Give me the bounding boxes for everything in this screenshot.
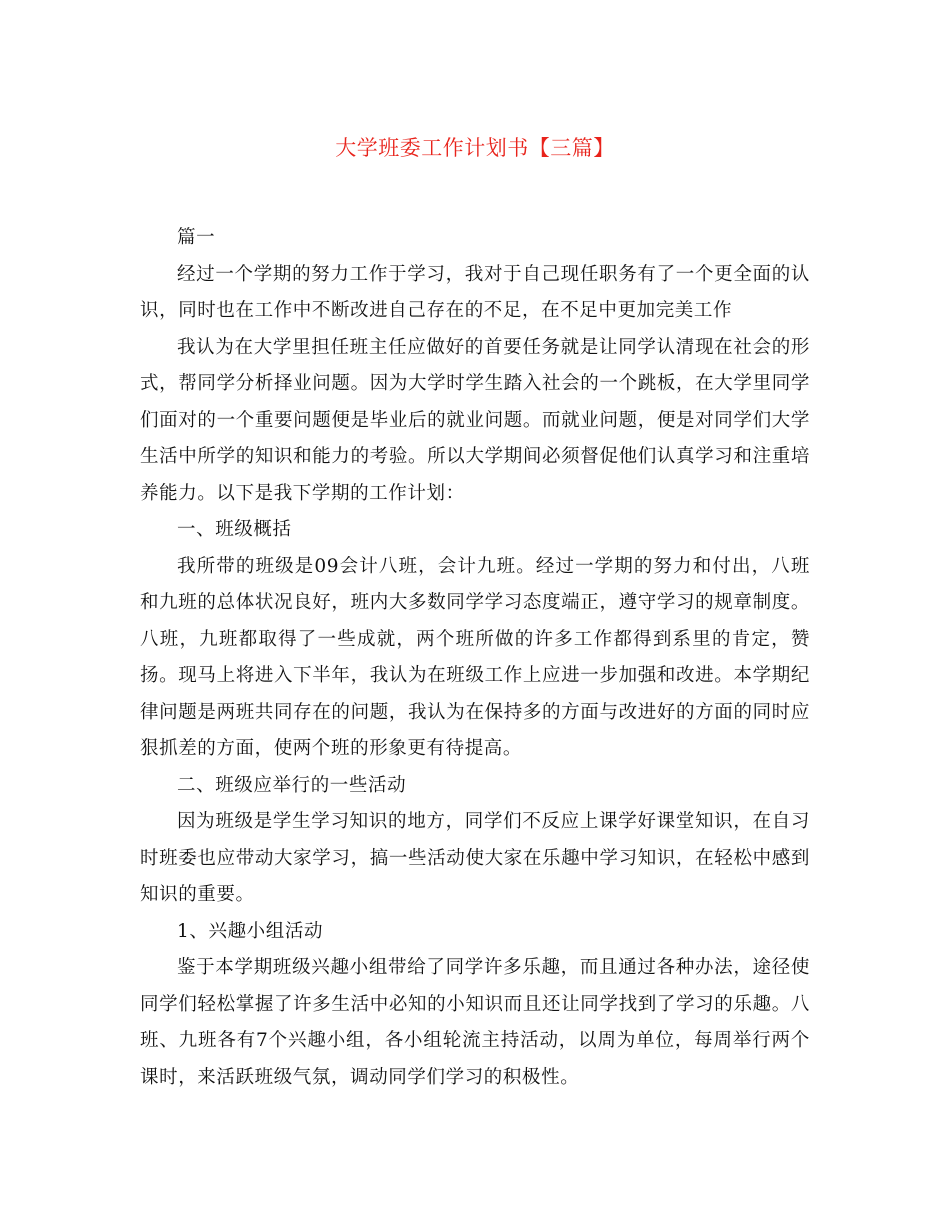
- section-heading-class-activities: 二、班级应举行的一些活动: [177, 774, 407, 796]
- body-paragraph: 我所带的班级是09会计八班，会计九班。经过一学期的努力和付出，八班和九班的总体状况良好，班内大多数同学学习态度端正，遵守学习的规章制度。八班，九班都取得了一些成就，两个班所做的许多工作都得到系里的肯定，赞扬。现马上将进入下半年，我认为在班级工作上应进一步加强和改进。本学期纪律问题是两班共同存在的问题，我认为在保持多的方面与改进好的方面的同时应狠抓差的方面，使两个班的形象更有待提高。: [140, 555, 810, 759]
- subsection-heading-interest-groups: 1、兴趣小组活动: [177, 920, 324, 942]
- body-paragraph: 经过一个学期的努力工作于学习，我对于自己现任职务有了一个更全面的认识，同时也在工作中不断改进自己存在的不足，在不足中更加完美工作: [140, 263, 810, 321]
- document-title: 大学班委工作计划书【三篇】: [335, 136, 615, 160]
- body-paragraph: 鉴于本学期班级兴趣小组带给了同学许多乐趣，而且通过各种办法，途径使同学们轻松掌握了许多生活中必知的小知识而且还让同学找到了学习的乐趣。八班、九班各有7个兴趣小组，各小组轮流主持活动，以周为单位，每周举行两个课时，来活跃班级气氛，调动同学们学习的积极性。: [140, 957, 810, 1088]
- body-paragraph: 因为班级是学生学习知识的地方，同学们不反应上课学好课堂知识，在自习时班委也应带动大家学习，搞一些活动使大家在乐趣中学习知识，在轻松中感到知识的重要。: [140, 811, 810, 905]
- document-body: [140, 220, 810, 1096]
- section-heading-part-one: 篇一: [177, 227, 216, 248]
- body-paragraph: 我认为在大学里担任班主任应做好的首要任务就是让同学认清现在社会的形式，帮同学分析择业问题。因为大学时学生踏入社会的一个跳板，在大学里同学们面对的一个重要问题便是毕业后的就业问题。而就业问题，便是对同学们大学生活中所学的知识和能力的考验。所以大学期间必须督促他们认真学习和注重培养能力。以下是我下学期的工作计划：: [140, 336, 810, 504]
- section-heading-class-overview: 一、班级概括: [177, 519, 292, 540]
